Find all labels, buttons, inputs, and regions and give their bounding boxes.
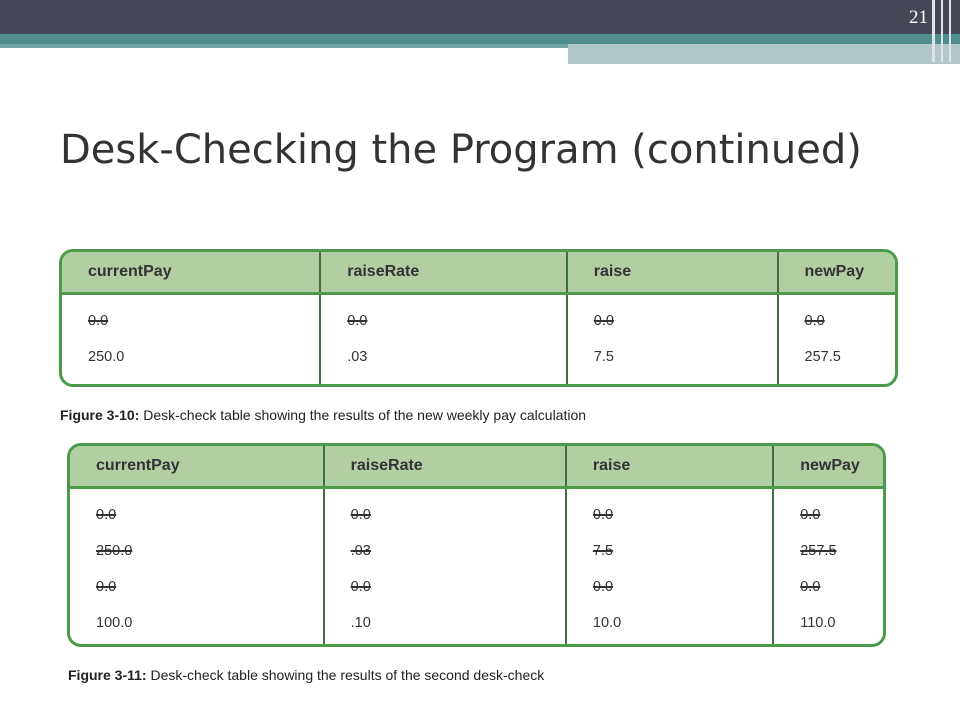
column-values	[778, 294, 895, 385]
column-header: currentPay	[62, 252, 320, 294]
current-value: 250.0	[88, 349, 125, 365]
column-header: currentPay	[70, 446, 324, 488]
current-value: 100.0	[96, 615, 133, 631]
caption-text: Desk-check table showing the results of the new weekly pay calculation	[143, 407, 587, 423]
column-header: raiseRate	[324, 446, 566, 488]
slide-title: Desk-Checking the Program (continued)	[60, 127, 862, 173]
column-header: raiseRate	[320, 252, 567, 294]
column-values	[324, 488, 566, 645]
crossed-out-value: 0.0	[88, 313, 109, 329]
crossed-out-value: .03	[350, 543, 371, 559]
crossed-out-value: 0.0	[347, 313, 368, 329]
desk-check-table-figure-3-10	[59, 249, 898, 387]
column-values	[320, 294, 567, 385]
header-bar-light	[568, 44, 960, 64]
crossed-out-value: 0.0	[804, 313, 825, 329]
figure-caption-3-11	[68, 667, 544, 683]
current-value: 7.5	[593, 349, 614, 365]
slide-number: 21	[909, 7, 928, 28]
caption-label: Figure 3-11:	[68, 667, 147, 683]
crossed-out-value: 257.5	[800, 543, 837, 559]
current-value: 10.0	[592, 615, 622, 631]
caption-text: Desk-check table showing the results of the second desk-check	[150, 667, 545, 683]
current-value: 110.0	[800, 615, 836, 631]
header-bar-teal-thin	[0, 44, 568, 48]
column-header: raise	[566, 446, 773, 488]
header-bar-dark	[0, 0, 960, 34]
current-value: .03	[347, 349, 368, 365]
crossed-out-value: 0.0	[350, 579, 371, 595]
column-header: raise	[567, 252, 778, 294]
crossed-out-value: 0.0	[800, 579, 821, 595]
caption-label: Figure 3-10:	[60, 407, 140, 423]
column-values	[566, 488, 773, 645]
column-header: newPay	[773, 446, 883, 488]
crossed-out-value: 0.0	[593, 313, 614, 329]
current-value: .10	[350, 615, 371, 631]
header-divider	[932, 0, 935, 62]
column-values	[70, 488, 324, 645]
column-values	[567, 294, 778, 385]
crossed-out-value: 0.0	[96, 579, 117, 595]
crossed-out-value: 0.0	[96, 507, 117, 523]
crossed-out-value: 0.0	[592, 507, 614, 523]
column-values	[773, 488, 883, 645]
current-value: 257.5	[804, 349, 841, 365]
figure-caption-3-10	[60, 407, 586, 423]
crossed-out-value: 0.0	[350, 507, 371, 523]
column-values	[62, 294, 320, 385]
crossed-out-value: 0.0	[592, 579, 614, 595]
header-divider	[949, 0, 951, 62]
desk-check-table-figure-3-11	[67, 443, 886, 647]
header-bar-teal	[0, 34, 960, 44]
crossed-out-value: 0.0	[800, 507, 821, 523]
header-divider	[941, 0, 943, 62]
column-header: newPay	[778, 252, 895, 294]
crossed-out-value: 250.0	[96, 543, 133, 559]
crossed-out-value: 7.5	[592, 543, 614, 559]
